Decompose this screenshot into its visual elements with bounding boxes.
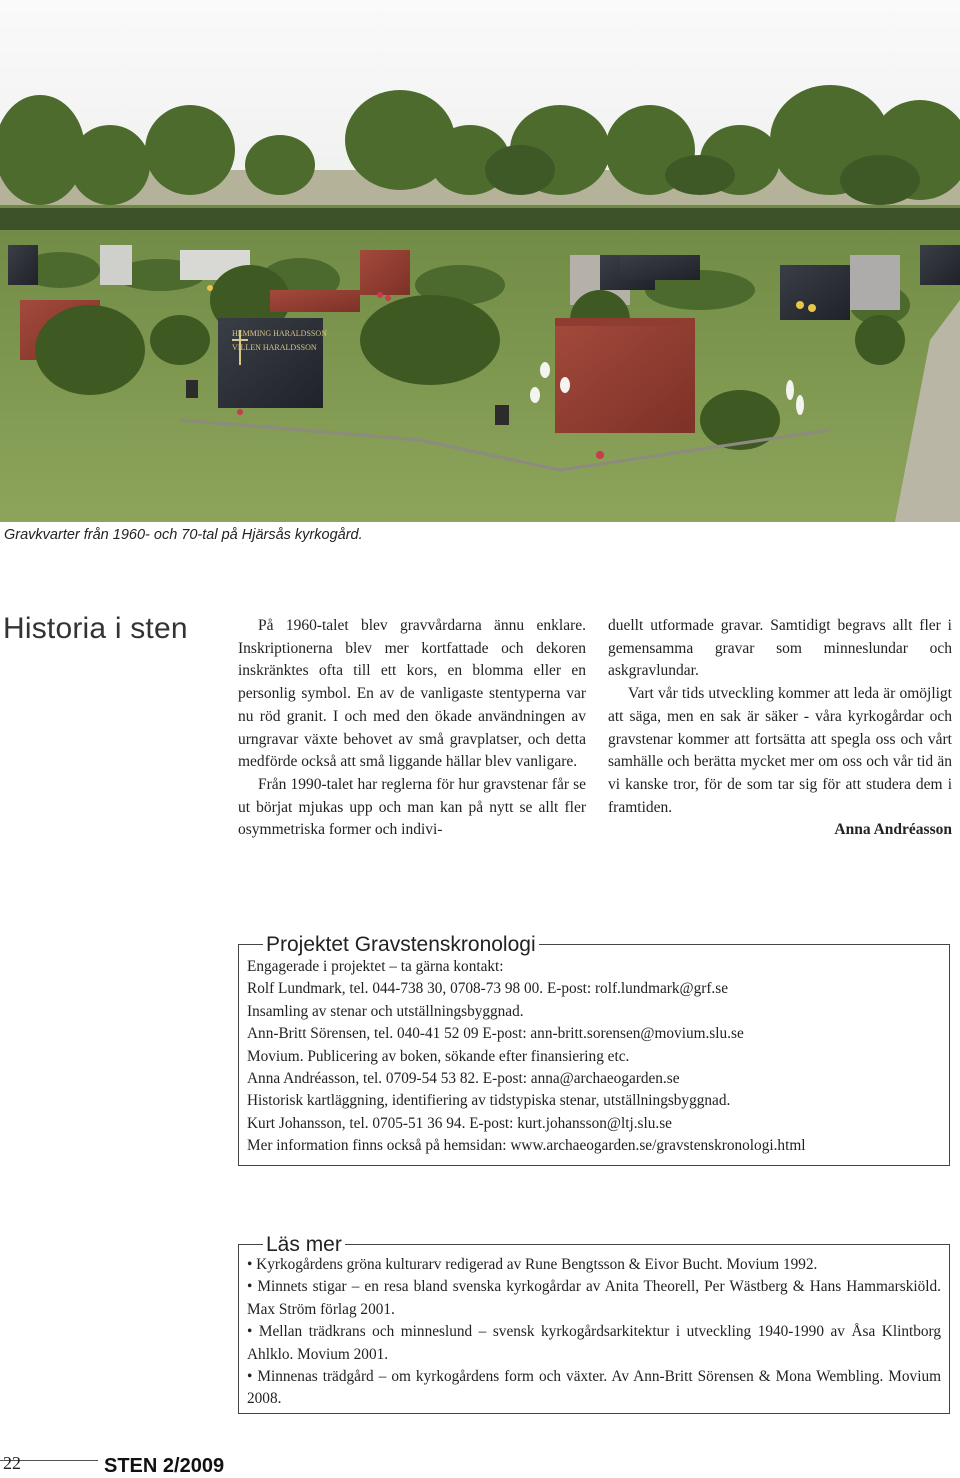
article-column-1 [238,615,586,842]
contact-line: Movium. Publicering av boken, sökande efter finansiering etc. [247,1047,630,1065]
contact-line: Rolf Lundmark, tel. 044-738 30, 0708-73 98 00. E-post: rolf.lundmark@grf.se [247,980,728,998]
paragraph: Från 1990-talet har reglerna för hur gravstenar får se ut börjat mjukas upp och man kan på nytt se allt fler osymmetriska former och indivi- [238,775,586,839]
article-headline: Historia i sten [3,612,188,645]
paragraph: På 1960-talet blev gravvårdarna ännu enklare. Inskriptionerna blev mer kortfattade och dekoren inskränktes ofta till ett kors, en blomma eller en personlig symbol. En av de vanligaste stentyperna var nu röd granit. I och med den ökade användningen av urngravar växte behovet av små gravplatser, och detta medförde också att små liggande hällar blev vanligare. [238,617,586,771]
project-box-title: Projektet Gravstenskronologi [266,932,536,956]
paragraph: Vart vår tids utveckling kommer att leda är omöjligt att säga, men en sak är säker - våra kyrkogårdar och gravstenar kommer att fortsätta att spegla oss och vårt samhälle och berätta mycket mer om oss och vår tid än vi kanske tror, för de som tar sig för att studera dem i framtiden. [608,685,952,816]
title-rule [239,1244,263,1245]
contact-line: Ann-Britt Sörensen, tel. 040-41 52 09 E-post: ann-britt.sorensen@movium.slu.se [247,1025,744,1043]
contact-line: Engagerade i projektet – ta gärna kontakt: [247,958,504,975]
cemetery-photo [0,0,960,522]
page-number: 22 [3,1453,21,1473]
photo-caption: Gravkvarter från 1960- och 70-tal på Hjärsås kyrkogård. [4,527,363,543]
contact-line: Historisk kartläggning, identifiering av tidstypiska stenar, utställningsbyggnad. [247,1092,731,1110]
contact-line: Insamling av stenar och utställningsbyggnad. [247,1002,524,1020]
magazine-issue: STEN 2/2009 [104,1455,225,1477]
title-rule [539,944,949,945]
project-box-title-row [239,929,949,959]
article-author: Anna Andréasson [834,821,952,839]
stone-inscription-2: VILLEN HARALDSSON [232,343,317,352]
stone-inscription-1: HEMMING HARALDSSON [232,329,327,338]
reading-list-box [238,1232,950,1414]
paragraph: duellt utformade gravar. Samtidigt begravs allt fler i gemensamma gravar som minneslundar och askgravlundar. [608,617,952,680]
title-rule [345,1244,949,1245]
reading-list-item: • Minnenas trädgård – om kyrkogårdens form och växter. Av Ann-Britt Sörensen & Mona Wembling. Movium 2008. [247,1368,941,1408]
reading-list-item: • Kyrkogårdens gröna kulturarv redigerad av Rune Bengtsson & Eivor Bucht. Movium 1992. [247,1256,818,1273]
article-column-2 [608,615,952,842]
contact-line: Mer information finns också på hemsidan: www.archaeogarden.se/gravstenskronologi.html [247,1137,806,1155]
project-info-box [238,932,950,1166]
reading-list-item: • Mellan trädkrans och minneslund – svensk kyrkogårdsarkitektur i utveckling 1940-1990 av Åsa Klintborg Ahlklo. Movium 2001. [247,1323,941,1363]
reading-box-title-row [239,1229,949,1259]
contact-line: Kurt Johansson, tel. 0705-51 36 94. E-post: kurt.johansson@ltj.slu.se [247,1114,672,1132]
contact-line: Anna Andréasson, tel. 0709-54 53 82. E-post: anna@archaeogarden.se [247,1070,680,1088]
reading-box-title: Läs mer [266,1232,342,1256]
title-rule [239,944,263,945]
reading-list-item: • Minnets stigar – en resa bland svenska kyrkogårdar av Anita Theorell, Per Wästberg & Hans Hammarskiöld. Max Ström förlag 2001. [247,1278,941,1318]
